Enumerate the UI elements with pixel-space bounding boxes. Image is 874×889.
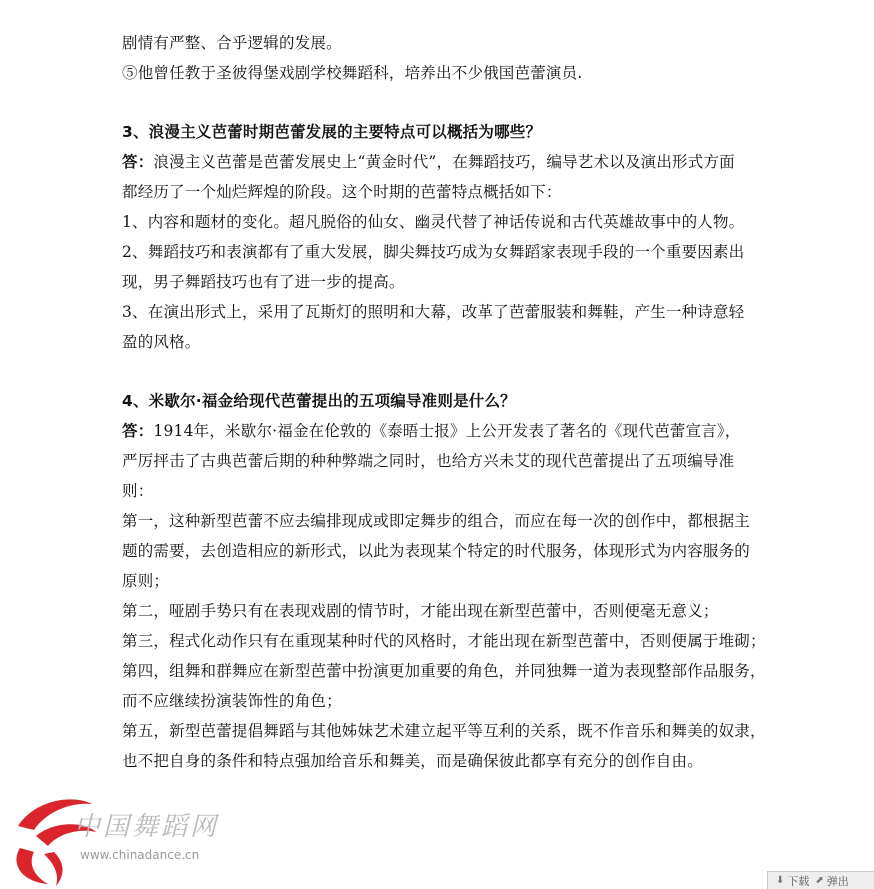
text-line: 第二，哑剧手势只有在表现戏剧的情节时，才能出现在新型芭蕾中，否则便毫无意义； bbox=[122, 602, 719, 620]
text-line: 都经历了一个灿烂辉煌的阶段。这个时期的芭蕾特点概括如下： bbox=[122, 183, 562, 201]
paragraph-gap bbox=[122, 88, 802, 117]
viewer-toolbar bbox=[767, 871, 874, 889]
text-line: 1、内容和题材的变化。超凡脱俗的仙女、幽灵代替了神话传说和古代英雄故事中的人物。 bbox=[122, 213, 745, 231]
text-line: 3、在演出形式上，采用了瓦斯灯的照明和大幕，改革了芭蕾服装和舞鞋，产生一种诗意轻 bbox=[122, 303, 745, 321]
text-line: 则： bbox=[122, 482, 154, 500]
watermark-url: www.chinadance.cn bbox=[80, 848, 200, 862]
question-4-heading: 4、米歇尔·福金给现代芭蕾提出的五项编导准则是什么？ bbox=[122, 392, 516, 410]
answer-4-first-line bbox=[122, 416, 802, 446]
text-line: ⑤他曾任教于圣彼得堡戏剧学校舞蹈科，培养出不少俄国芭蕾演员. bbox=[122, 64, 583, 82]
watermark-site-name: 中国舞蹈网 bbox=[74, 812, 220, 842]
text-line: 现，男子舞蹈技巧也有了进一步的提高。 bbox=[122, 273, 405, 291]
paragraph-gap bbox=[122, 357, 802, 386]
text-line: 第五，新型芭蕾提倡舞蹈与其他姊妹艺术建立起平等互利的关系，既不作音乐和舞美的奴隶， bbox=[122, 722, 766, 740]
answer-3-first-line bbox=[122, 147, 802, 177]
answer-label: 答： bbox=[122, 153, 154, 171]
popout-label: 弹出 bbox=[826, 874, 849, 888]
answer-text: 浪漫主义芭蕾是芭蕾发展史上“黄金时代”，在舞蹈技巧，编导艺术以及演出形式方面 bbox=[153, 153, 735, 171]
question-3-heading: 3、浪漫主义芭蕾时期芭蕾发展的主要特点可以概括为哪些？ bbox=[122, 123, 542, 141]
answer-label: 答： bbox=[122, 422, 154, 440]
text-line: 严厉抨击了古典芭蕾后期的种种弊端之同时，也给方兴未艾的现代芭蕾提出了五项编导准 bbox=[122, 452, 735, 470]
popout-icon: ⬈ bbox=[815, 875, 824, 886]
text-line: 也不把自身的条件和特点强加给音乐和舞美，而是确保彼此都享有充分的创作自由。 bbox=[122, 752, 703, 770]
text-line: 盈的风格。 bbox=[122, 333, 201, 351]
document-body bbox=[122, 28, 802, 776]
text-line: 第四，组舞和群舞应在新型芭蕾中扮演更加重要的角色，并同独舞一道为表现整部作品服务， bbox=[122, 662, 766, 680]
text-line: 第三，程式化动作只有在重现某种时代的风格时，才能出现在新型芭蕾中，否则便属于堆砌； bbox=[122, 632, 766, 650]
popout-button[interactable] bbox=[815, 873, 848, 889]
download-label: 下载 bbox=[787, 874, 810, 888]
text-line: 题的需要，去创造相应的新形式，以此为表现某个特定的时代服务，体现形式为内容服务的 bbox=[122, 542, 751, 560]
text-line: 剧情有严整、合乎逻辑的发展。 bbox=[122, 34, 342, 52]
text-line: 而不应继续扮演装饰性的角色； bbox=[122, 692, 342, 710]
answer-text: 1914年，米歇尔·福金在伦敦的《泰晤士报》上公开发表了著名的《现代芭蕾宣言》， bbox=[153, 422, 741, 440]
text-line: 第一，这种新型芭蕾不应去编排现成或即定舞步的组合，而应在每一次的创作中，都根据主 bbox=[122, 512, 751, 530]
download-button[interactable] bbox=[776, 873, 809, 889]
text-line: 2、舞蹈技巧和表演都有了重大发展，脚尖舞技巧成为女舞蹈家表现手段的一个重要因素出 bbox=[122, 243, 745, 261]
text-line: 原则； bbox=[122, 572, 170, 590]
download-icon: ⬇ bbox=[776, 875, 785, 886]
